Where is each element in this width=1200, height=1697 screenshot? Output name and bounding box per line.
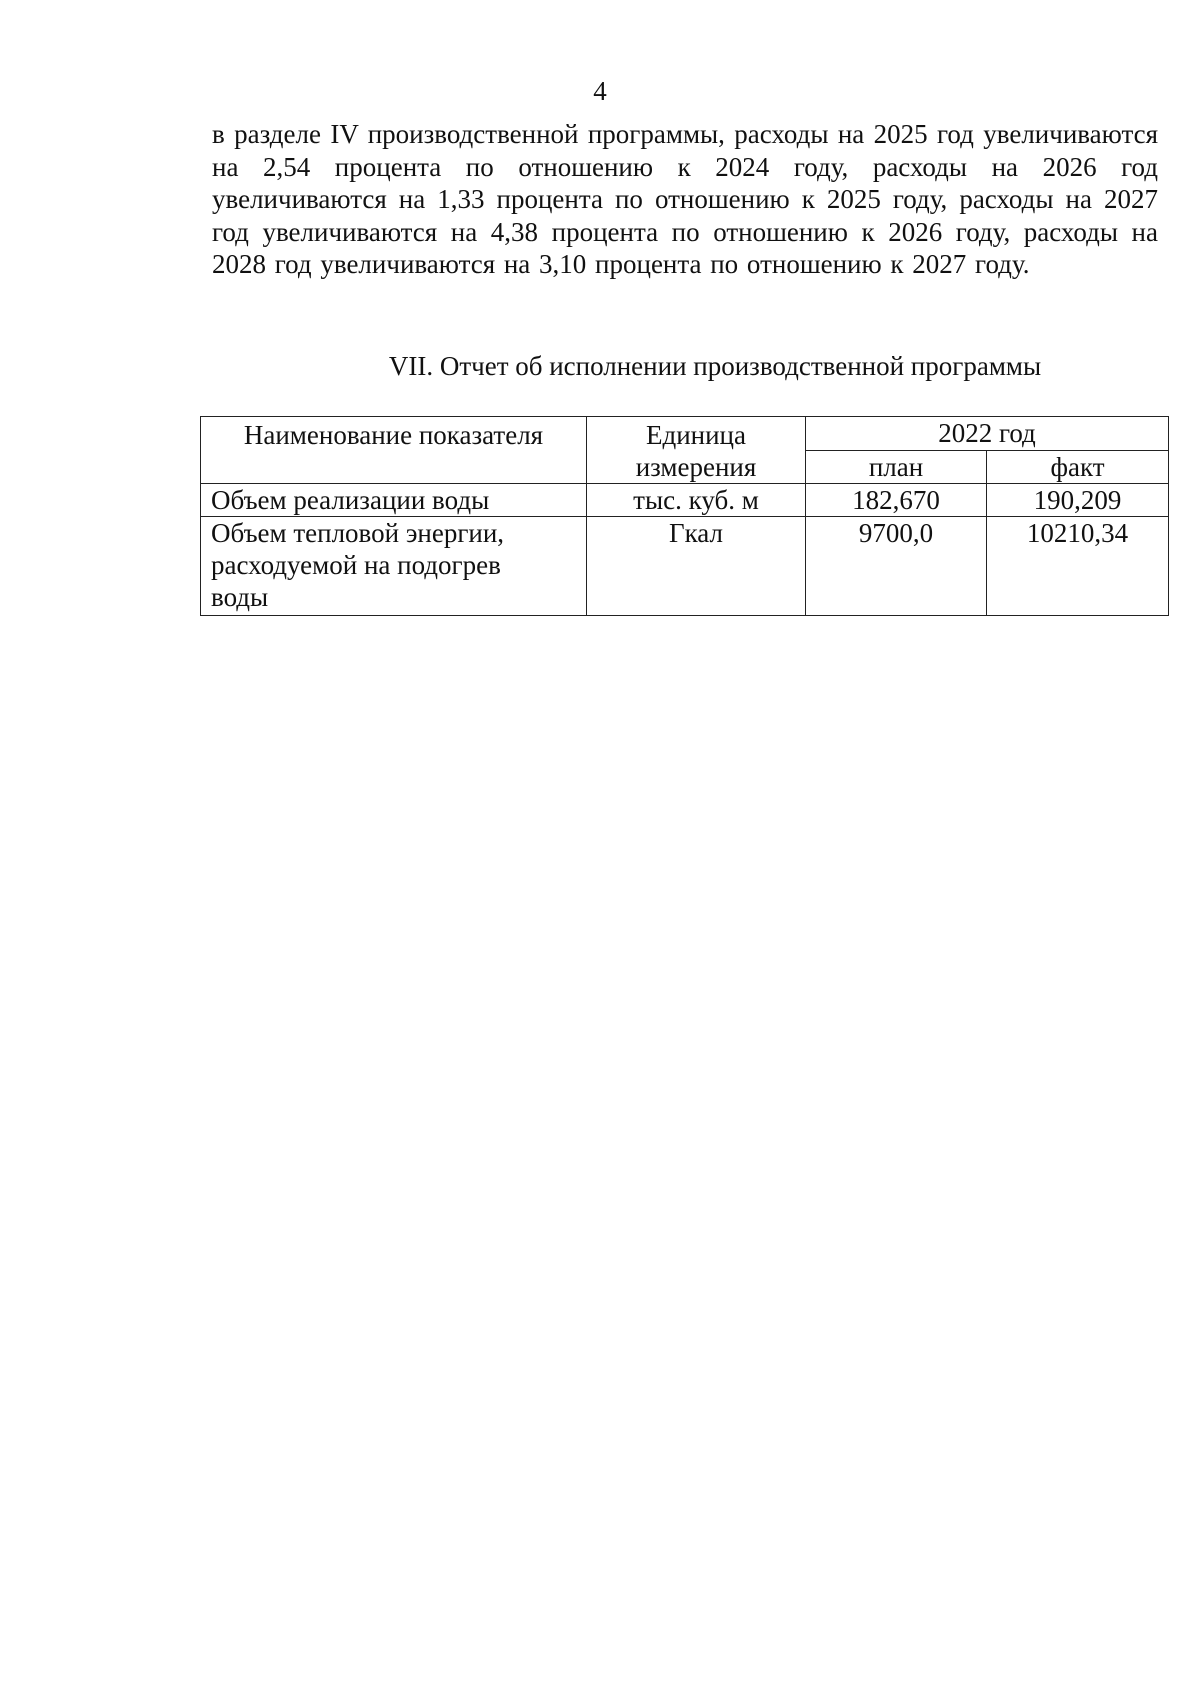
header-unit-line2: измерения [635, 452, 757, 482]
table-header-row [201, 417, 1169, 451]
header-year: 2022 год [806, 417, 1169, 451]
header-fact: факт [987, 450, 1169, 484]
program-report-table [200, 416, 1169, 616]
row-indicator-line1: Объем тепловой энергии, [211, 518, 505, 548]
body-paragraph: в разделе IV производственной программы, расходы на 2025 год увеличиваются на 2,54 процента по отношению к 2024 году, расходы на 2026 год увеличиваются на 1,33 процента по отношению к 2025 году, расходы на 2027 год увеличиваются на 4,38 процента по отношению к 2026 году, расходы на 2028 год увеличиваются на 3,10 процента по отношению к 2027 году. [212, 119, 1158, 280]
row-unit: тыс. куб. м [587, 484, 806, 517]
section-heading: VII. Отчет об исполнении производственной программы [388, 351, 1042, 381]
header-indicator: Наименование показателя [201, 417, 587, 484]
header-unit-line1: Единица [645, 420, 746, 450]
row-fact: 190,209 [987, 484, 1169, 517]
page-number: 4 [593, 76, 607, 106]
row-indicator-line3: воды [211, 582, 269, 612]
row-indicator: Объем реализации воды [201, 484, 587, 517]
table-row [201, 484, 1169, 517]
row-fact: 10210,34 [987, 517, 1169, 616]
row-unit: Гкал [587, 517, 806, 616]
row-indicator [201, 517, 587, 616]
header-plan: план [806, 450, 987, 484]
row-plan: 9700,0 [806, 517, 987, 616]
table-row [201, 517, 1169, 616]
header-unit [587, 417, 806, 484]
row-indicator-line2: расходуемой на подогрев [211, 550, 501, 580]
row-plan: 182,670 [806, 484, 987, 517]
